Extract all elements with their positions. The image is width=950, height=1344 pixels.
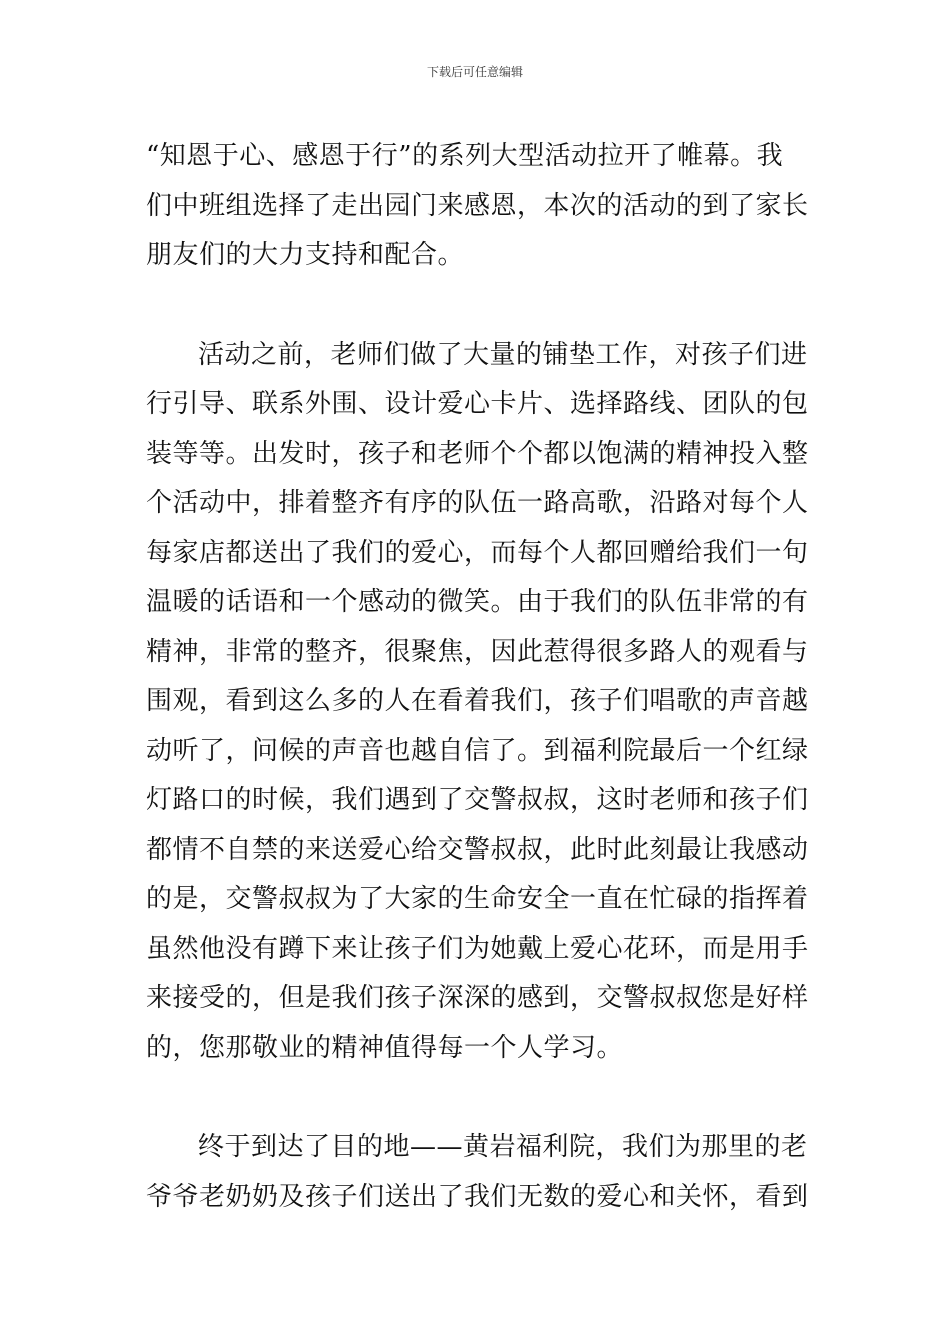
text-line: 精神，非常的整齐，很聚焦，因此惹得很多路人的观看与 <box>146 636 809 667</box>
paragraph-spacer <box>146 281 810 331</box>
text-line: 都情不自禁的来送爱心给交警叔叔，此时此刻最让我感动 <box>146 834 809 865</box>
text-line: 灯路口的时候，我们遇到了交警叔叔，这时老师和孩子们 <box>146 785 809 815</box>
text-line: 每家店都送出了我们的爱心，而每个人都回赠给我们一句 <box>146 537 809 568</box>
text-line: 们中班组选择了走出园门来感恩，本次的活动的到了家长 <box>146 190 809 221</box>
text-line: 温暖的话语和一个感动的微笑。由于我们的队伍非常的有 <box>146 587 809 617</box>
text-line: 朋友们的大力支持和配合。 <box>146 240 465 270</box>
document-body <box>146 132 810 1222</box>
text-line: 个活动中，排着整齐有序的队伍一路高歌，沿路对每个人 <box>146 488 809 518</box>
paragraph <box>146 132 810 281</box>
text-line: 爷爷老奶奶及孩子们送出了我们无数的爱心和关怀，看到 <box>146 1181 809 1212</box>
text-line: 活动之前，老师们做了大量的铺垫工作，对孩子们进 <box>198 339 808 370</box>
text-line: 终于到达了目的地——黄岩福利院，我们为那里的老 <box>198 1132 808 1162</box>
text-line: 行引导、联系外围、设计爱心卡片、选择路线、团队的包 <box>146 389 809 419</box>
paragraph <box>146 331 810 1074</box>
text-line: 动听了，问候的声音也越自信了。到福利院最后一个红绿 <box>146 735 809 766</box>
paragraph <box>146 1123 810 1222</box>
paragraph-spacer <box>146 1073 810 1123</box>
text-line: 虽然他没有蹲下来让孩子们为她戴上爱心花环，而是用手 <box>146 933 809 964</box>
text-line: 围观，看到这么多的人在看着我们，孩子们唱歌的声音越 <box>146 686 809 716</box>
text-line: 来接受的，但是我们孩子深深的感到，交警叔叔您是好样 <box>146 983 809 1013</box>
text-line: 的是，交警叔叔为了大家的生命安全一直在忙碌的指挥着 <box>146 884 809 914</box>
page-header: 下载后可任意编辑 <box>426 65 523 79</box>
text-line: 的，您那敬业的精神值得每一个人学习。 <box>146 1032 624 1063</box>
text-line: “知恩于心、感恩于行”的系列大型活动拉开了帷幕。我 <box>146 141 784 171</box>
text-line: 装等等。出发时，孩子和老师个个都以饱满的精神投入整 <box>146 438 809 469</box>
